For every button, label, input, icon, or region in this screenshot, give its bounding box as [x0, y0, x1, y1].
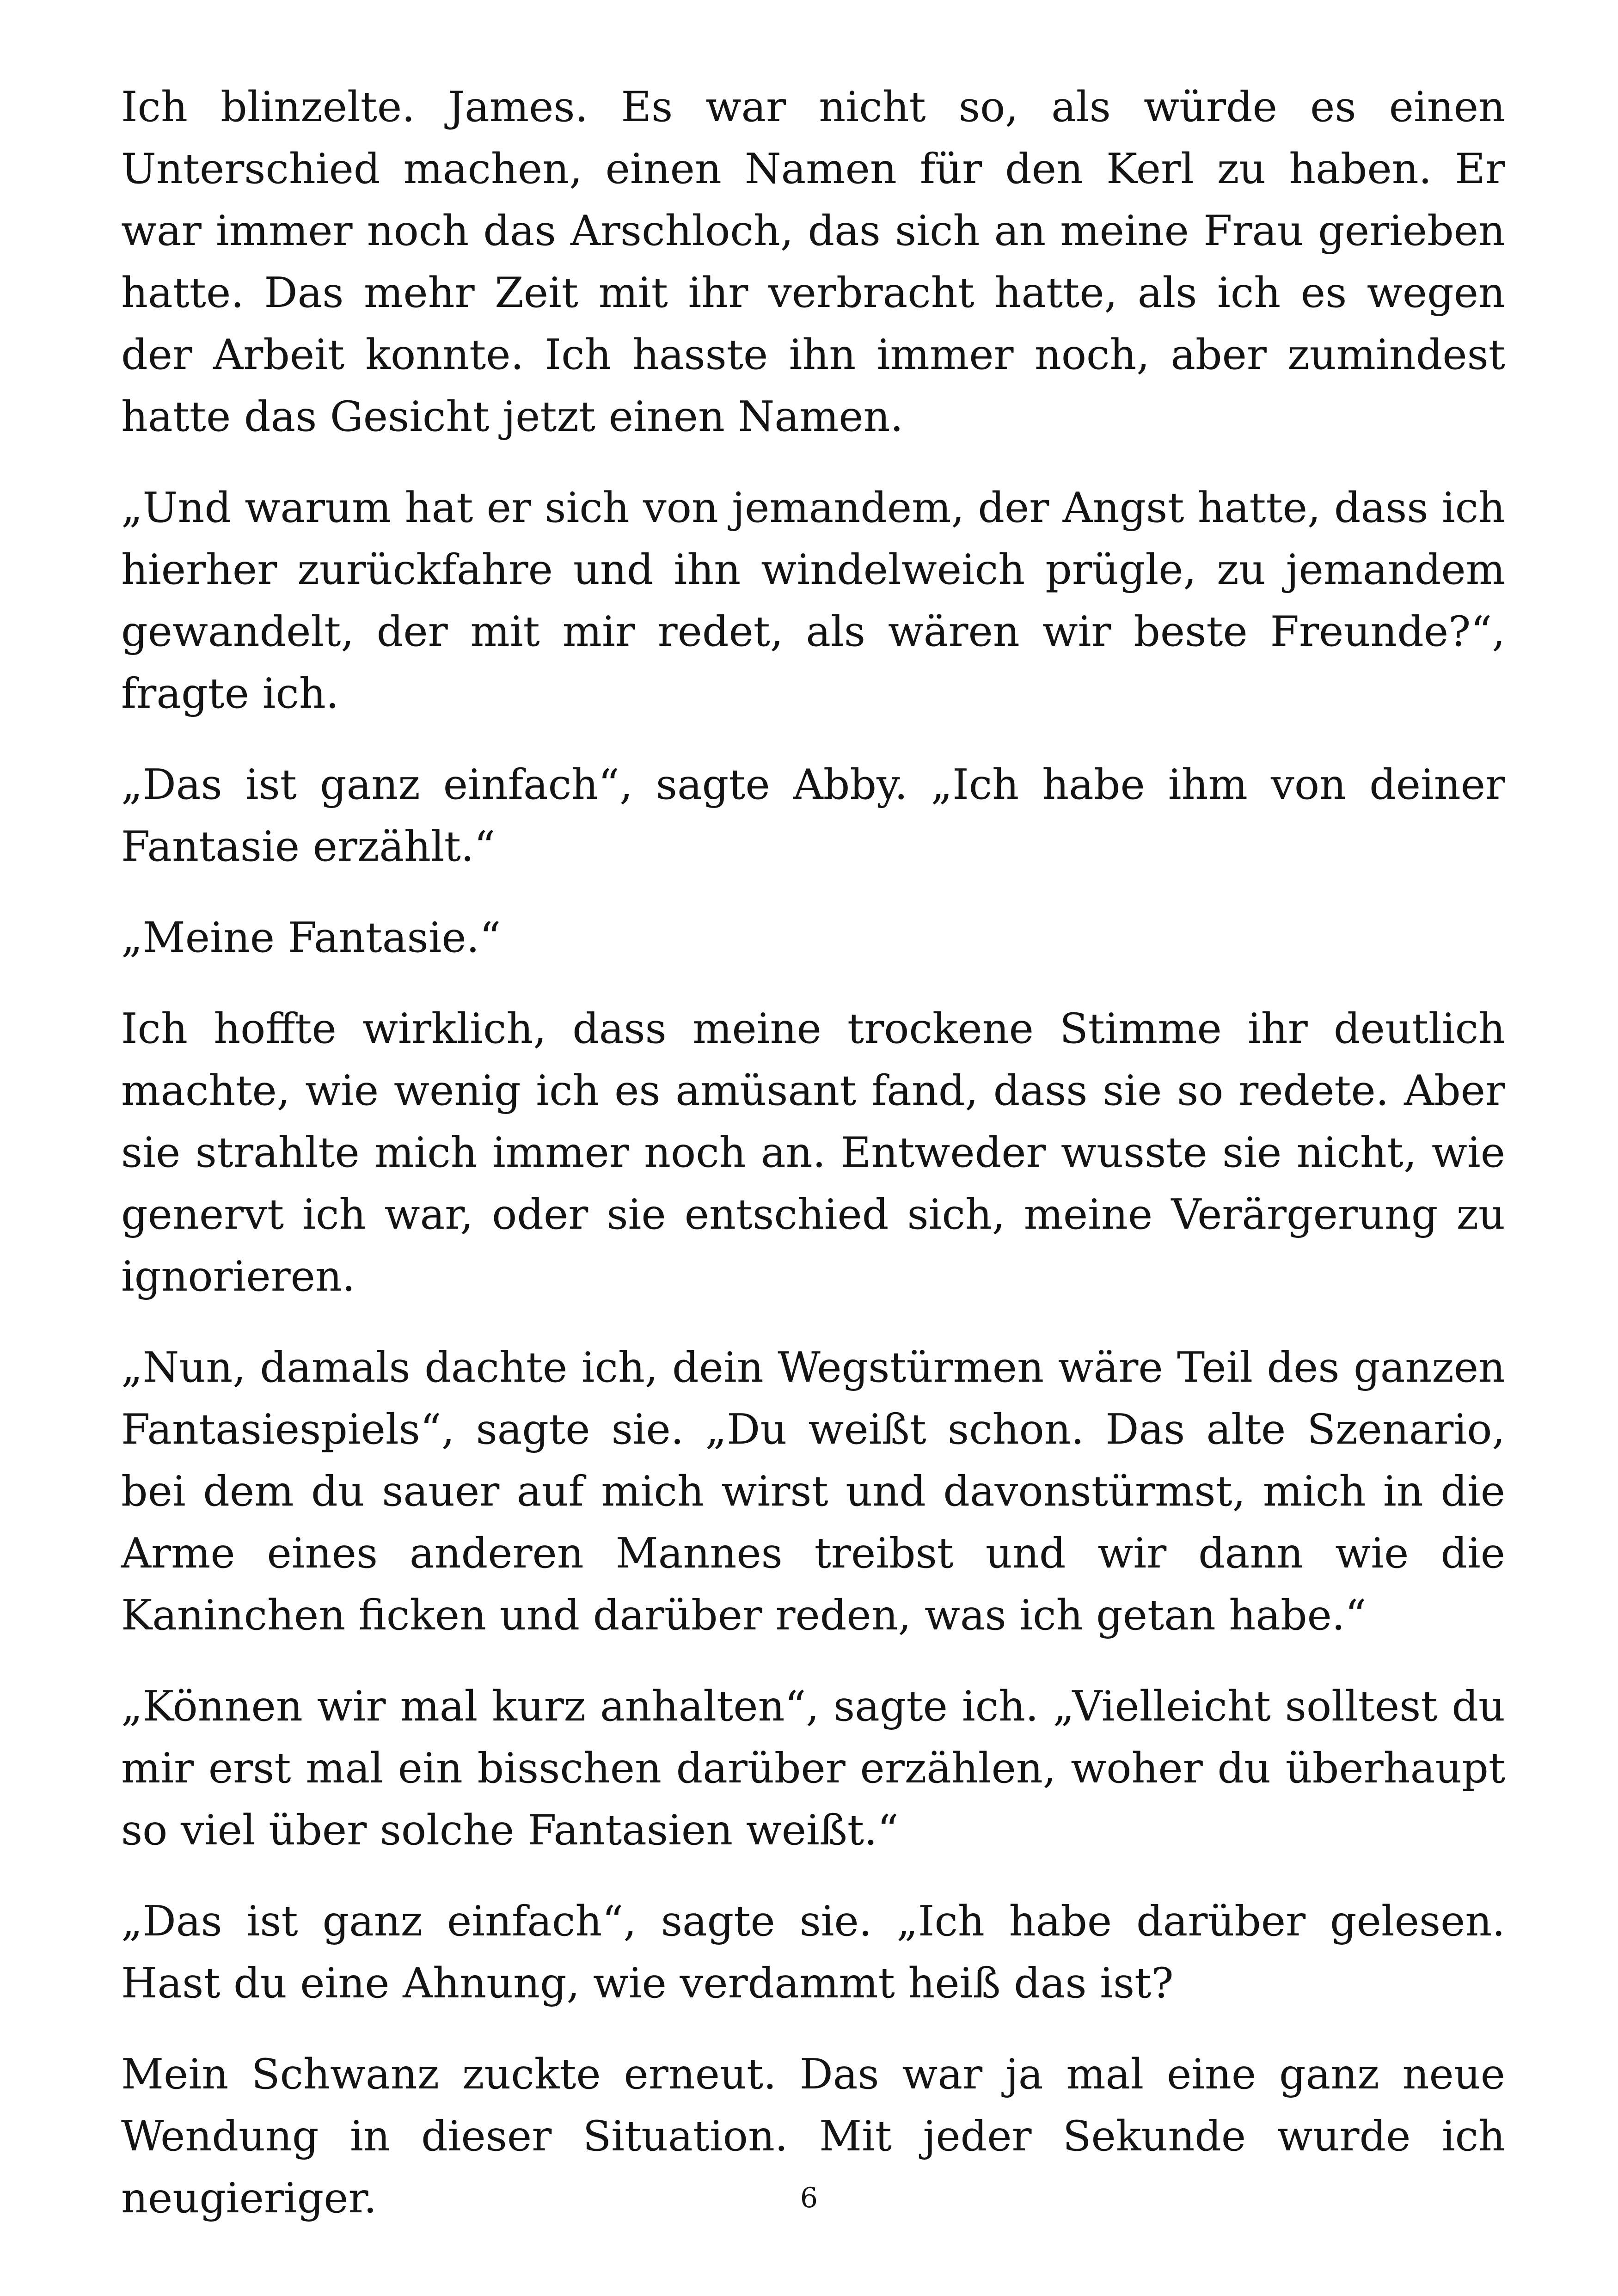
paragraph: „Das ist ganz einfach“, sagte sie. „Ich habe darüber gelesen. Hast du eine Ahnung, wie verdammt heiß das ist?	[121, 1897, 1505, 2008]
paragraph: Ich hoffte wirklich, dass meine trockene Stimme ihr deutlich machte, wie wenig ich es amüsant fand, dass sie so redete. Aber sie strahlte mich immer noch an. Entweder wusste sie nicht, wie genervt ich war, oder sie entschied sich, meine Verärgerung zu ignorieren.	[121, 1004, 1505, 1301]
paragraph: „Und warum hat er sich von jemandem, der Angst hatte, dass ich hierher zurückfahre und ihn windelweich prügle, zu jemandem gewandelt, der mit mir redet, als wären wir beste Freunde?“, fragte ich.	[121, 484, 1505, 718]
paragraph: Mein Schwanz zuckte erneut. Das war ja mal eine ganz neue Wendung in dieser Situation. Mit jeder Sekunde wurde ich neugieriger.	[121, 2050, 1505, 2223]
paragraph: „Nun, damals dachte ich, dein Wegstürmen wäre Teil des ganzen Fantasiespiels“, sagte sie. „Du weißt schon. Das alte Szenario, bei dem du sauer auf mich wirst und davonstürmst, mich in die Arme eines anderen Mannes treibst und wir dann wie die Kaninchen ficken und darüber reden, was ich getan habe.“	[121, 1343, 1505, 1640]
body-text	[121, 76, 1505, 2259]
page-number: 6	[800, 2182, 818, 2214]
paragraph: „Das ist ganz einfach“, sagte Abby. „Ich habe ihm von deiner Fantasie erzählt.“	[121, 760, 1505, 871]
paragraph: Ich blinzelte. James. Es war nicht so, als würde es einen Unterschied machen, einen Namen für den Kerl zu haben. Er war immer noch das Arschloch, das sich an meine Frau gerieben hatte. Das mehr Zeit mit ihr verbracht hatte, als ich es wegen der Arbeit konnte. Ich hasste ihn immer noch, aber zumindest hatte das Gesicht jetzt einen Namen.	[121, 83, 1505, 441]
paragraph: „Meine Fantasie.“	[121, 913, 501, 962]
paragraph: „Können wir mal kurz anhalten“, sagte ich. „Vielleicht solltest du mir erst mal ein bisschen darüber erzählen, woher du überhaupt so viel über solche Fantasien weißt.“	[121, 1682, 1505, 1855]
